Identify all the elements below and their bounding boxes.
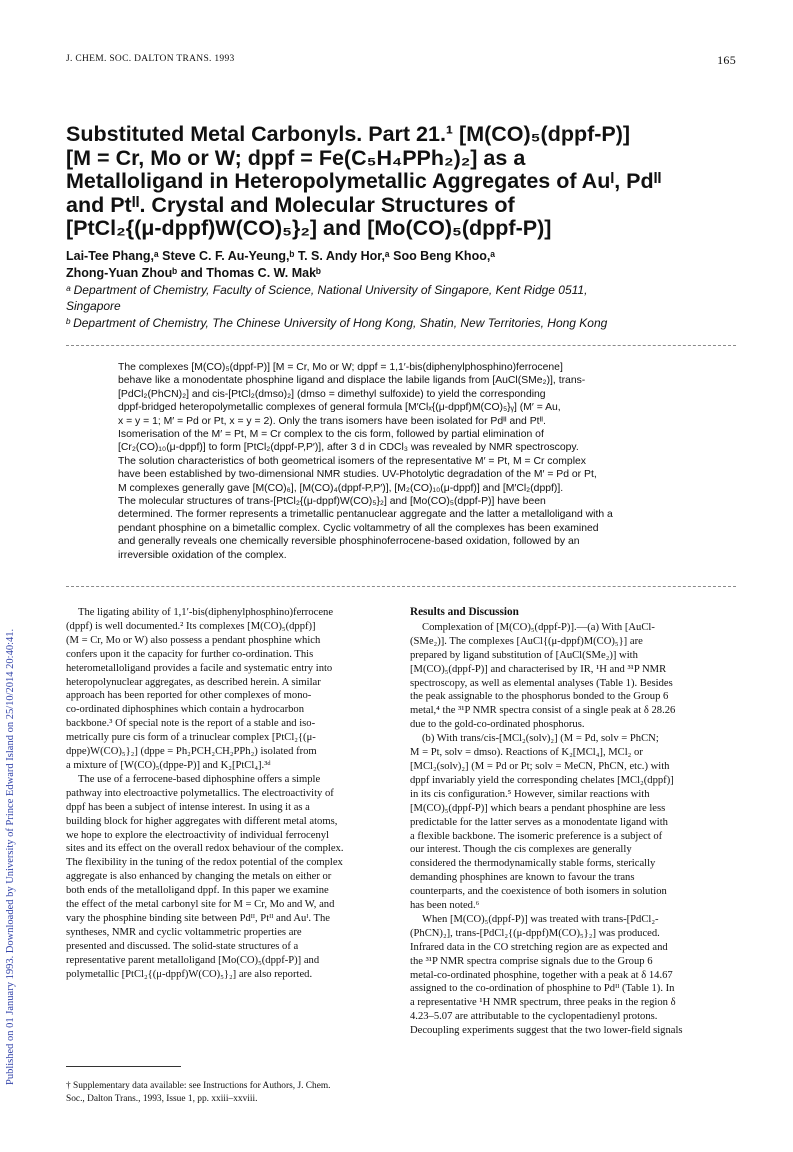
body-line: heteropolynuclear aggregates, as described herein. A similar: [66, 676, 321, 688]
body-line: approach has been reported for other complexes of mono-: [66, 690, 312, 702]
body-line: we hope to explore the electroactivity of individual ferrocenyl: [66, 829, 329, 841]
body-line: The use of a ferrocene-based diphosphine offers a simple: [78, 773, 321, 785]
footnote-line: † Supplementary data available: see Instructions for Authors, J. Chem.: [66, 1081, 331, 1091]
title-line: Metalloligand in Heteropolymetallic Aggregates of Auᴵ, Pdᴵᴵ: [66, 169, 662, 193]
body-line: the effect of the metal carbonyl site for M = Cr, Mo and W, and: [66, 899, 335, 911]
body-line: heterometalloligand provides a facile and systematic entry into: [66, 662, 333, 674]
abstract-line: irreversible oxidation of the complex.: [118, 549, 287, 561]
body-line: Infrared data in the CO stretching region are as expected and: [410, 941, 668, 953]
abstract-top-rule: [66, 345, 736, 346]
title-line: and Ptᴵᴵ. Crystal and Molecular Structures of: [66, 192, 515, 217]
body-line: representative parent metalloligand [Mo(CO)₅(dppf-P)] and: [66, 954, 320, 966]
abstract-line: pendant phosphine on a bimetallic complex. Cyclic voltammetry of all the complexes has been examined: [118, 522, 599, 534]
author-list: [66, 248, 756, 282]
body-line: prepared by ligand substitution of [AuCl(SMe₂)] with: [410, 649, 638, 661]
body-line: (SMe₂)]. The complexes [AuCl{(μ-dppf)M(CO)₅}] are: [410, 635, 643, 647]
body-line: Decoupling experiments suggest that the two lower-field signals: [410, 1025, 683, 1037]
affiliation-line: Singapore: [66, 299, 121, 313]
body-line: metrically pure cis form of a trinuclear complex [PtCl₂{(μ-: [66, 732, 316, 744]
body-line: pathway into electroactive polymetallics. The electroactivity of: [66, 787, 334, 799]
body-line: a flexible backbone. The isomeric preference is a subject of: [410, 830, 663, 842]
body-line: [M(CO)₅(dppf-P)] which bears a pendant phosphine are less: [410, 802, 666, 814]
abstract-line: dppf-bridged heteropolymetallic complexes of general formula [M′Clₓ{(μ-dppf)M(CO)₅}ᵧ] (M′ = Au,: [118, 402, 561, 414]
article-title: [66, 123, 756, 241]
body-line: (PhCN)₂], trans-[PdCl₂{(μ-dppf)M(CO)₅}₂] was produced.: [410, 927, 660, 939]
affiliation-a: [66, 282, 756, 314]
body-line: due to the gold-co-ordinated phosphorus.: [410, 719, 585, 731]
body-line: Complexation of [M(CO)₅(dppf-P)].—(a) With [AuCl-: [422, 621, 655, 633]
author-line: Lai-Tee Phang,ᵃ Steve C. F. Au-Yeung,ᵇ T. S. Andy Hor,ᵃ Soo Beng Khoo,ᵃ: [66, 249, 496, 263]
abstract-line: Isomerisation of the M′ = Pt, M = Cr complex to the cis form, followed by partial elimination of: [118, 429, 544, 441]
page-number: 165: [717, 53, 736, 67]
body-line: The ligating ability of 1,1′-bis(diphenylphosphino)ferrocene: [78, 607, 334, 618]
body-line: vary the phosphine binding site between Pdᴵᴵ, Ptᴵᴵ and Auᴵ. The: [66, 912, 331, 924]
abstract-line: The molecular structures of trans-[PtCl₂{(μ-dppf)W(CO)₅}₂] and [Mo(CO)₅(dppf-P)] have been: [118, 496, 546, 508]
body-line: 4.23–5.07 are attributable to the cyclopentadienyl protons.: [410, 1011, 658, 1023]
body-line: metal-co-ordinated phosphine, together with a peak at δ 14.67: [410, 969, 673, 981]
abstract-line: x = y = 1; M′ = Pd or Pt, x = y = 2). Only the trans isomers have been isolated for Pdᴵᴵ and Ptᴵᴵ.: [118, 415, 546, 427]
footnote: [66, 1080, 396, 1105]
body-line: dppf invariably yield the corresponding chelates [MCl₂(dppf)]: [410, 774, 674, 786]
body-line: The flexibility in the tuning of the redox potential of the complex: [66, 857, 343, 869]
body-line: has been noted.⁶: [410, 900, 480, 912]
body-line: predictable for the latter serves as a monodentate ligand with: [410, 816, 668, 828]
abstract-line: The solution characteristics of both geometrical isomers of the representative M′ = Pt, M = Cr complex: [118, 455, 586, 467]
body-line: our interest. Though the cis complexes are generally: [410, 844, 632, 856]
footnote-line: Soc., Dalton Trans., 1993, Issue 1, pp. xxiii–xxviii.: [66, 1093, 258, 1104]
body-line: When [M(CO)₅(dppf-P)] was treated with trans-[PdCl₂-: [422, 913, 659, 925]
right-column: [410, 606, 740, 1038]
body-line: assigned to the co-ordination of phosphine to Pdᴵᴵ (Table 1). In: [410, 983, 675, 995]
left-column: [66, 606, 396, 981]
abstract-line: determined. The former represents a trimetallic pentanuclear aggregate and the latter a metalloligand with a: [118, 509, 613, 521]
abstract-line: have been established by two-dimensional NMR studies. UV-Photolytic degradation of the M′ = Pd or Pt,: [118, 469, 597, 481]
body-line: the ³¹P NMR spectra comprise signals due to the Group 6: [410, 955, 653, 967]
body-line: (M = Cr, Mo or W) also possess a pendant phosphine which: [66, 634, 321, 646]
download-watermark: [5, 205, 19, 1085]
abstract-line: and generally reveals one chemically reversible phosphinoferrocene-based oxidation, followed by an: [118, 536, 580, 548]
body-line: sites and its effect on the overall redox behaviour of the complex.: [66, 843, 344, 855]
title-line: [PtCl₂{(μ-dppf)W(CO)₅}₂] and [Mo(CO)₅(dppf-P)]: [66, 216, 552, 240]
affiliation-line: ᵃ Department of Chemistry, Faculty of Science, National University of Singapore, Kent Ridge 0511,: [66, 283, 588, 297]
download-watermark-text: Published on 01 January 1993. Downloaded by University of Prince Edward Island on 25/10/2014 20:40:41.: [5, 628, 16, 1085]
body-line: building block for higher aggregates with different metal atoms,: [66, 815, 338, 827]
body-line: a mixture of [W(CO)₅(dppe-P)] and K₂[PtCl₄].³ᵈ: [66, 759, 271, 771]
body-line: (dppf) is well documented.² Its complexes [M(CO)₅(dppf)]: [66, 620, 316, 632]
abstract: [118, 361, 678, 562]
body-line: spectroscopy, as well as elemental analyses (Table 1). Besides: [410, 677, 673, 689]
body-line: the peak assignable to the phosphorus bonded to the Group 6: [410, 691, 669, 703]
body-line: [MCl₂(solv)₂] (M = Pd or Pt; solv = MeCN, PhCN, etc.) with: [410, 760, 670, 772]
body-line: aggregate is also enhanced by changing the metals on either or: [66, 871, 332, 883]
body-line: polymetallic [PtCl₂{(μ-dppf)W(CO)₅}₂] are also reported.: [66, 968, 313, 980]
section-heading: Results and Discussion: [410, 606, 519, 618]
affiliation-line: ᵇ Department of Chemistry, The Chinese University of Hong Kong, Shatin, New Territories, Hong Kong: [66, 316, 608, 330]
body-line: dppe)W(CO)₅}₂] (dppe = Ph₂PCH₂CH₂PPh₂) isolated from: [66, 746, 317, 758]
running-head: [66, 54, 736, 68]
body-line: (b) With trans/cis-[MCl₂(solv)₂] (M = Pd, solv = PhCN;: [422, 733, 659, 745]
abstract-line: [Cr₂(CO)₁₀(μ-dppf)] to form [PtCl₂(dppf-P,P′)], after 3 d in CDCl₃ was revealed by NMR spectroscopy.: [118, 442, 579, 454]
affiliation-b: [66, 315, 756, 331]
abstract-line: The complexes [M(CO)₅(dppf-P)] [M = Cr, Mo or W; dppf = 1,1′-bis(diphenylphosphino)ferrocene]: [118, 362, 563, 373]
body-line: confers upon it the capacity for further co-ordination. This: [66, 648, 314, 660]
abstract-line: M complexes generally gave [M(CO)₆], [M(CO)₄(dppf-P,P′)], [M₂(CO)₁₀(μ-dppf)] and [M′Cl₂(dppf)].: [118, 482, 564, 494]
body-line: backbone.³ Of special note is the report of a stable and iso-: [66, 718, 316, 730]
body-line: counterparts, and the coexistence of both isomers in solution: [410, 886, 667, 898]
abstract-line: [PdCl₂(PhCN)₂] and cis-[PtCl₂(dmso)₂] (dmso = dimethyl sulfoxide) to yield the corresponding: [118, 388, 546, 400]
abstract-line: behave like a monodentate phosphine ligand and displace the labile ligands from [AuCl(SMe₂)], trans-: [118, 375, 586, 387]
body-line: M = Pt, solv = dmso). Reactions of K₂[MCl₄], MCl₂ or: [410, 747, 643, 759]
body-line: demanding phosphines are known to favour the trans: [410, 872, 635, 884]
body-line: presented and discussed. The solid-state structures of a: [66, 940, 299, 952]
body-line: dppf has been a subject of intense interest. In using it as a: [66, 801, 310, 813]
author-line: Zhong-Yuan Zhouᵇ and Thomas C. W. Makᵇ: [66, 266, 321, 280]
title-line: [M = Cr, Mo or W; dppf = Fe(C₅H₄PPh₂)₂] as a: [66, 145, 526, 170]
journal-name: J. CHEM. SOC. DALTON TRANS. 1993: [66, 54, 235, 64]
body-line: in its cis configuration.⁵ However, similar reactions with: [410, 788, 650, 800]
body-line: syntheses, NMR and cyclic voltammetric properties are: [66, 926, 302, 938]
body-line: considered the thermodynamically stable forms, sterically: [410, 858, 656, 870]
footnote-rule: [66, 1066, 181, 1067]
abstract-bottom-rule: [66, 586, 736, 587]
body-line: a representative ¹H NMR spectrum, three peaks in the region δ: [410, 997, 676, 1009]
body-line: metal,⁴ the ³¹P NMR spectra consist of a single peak at δ 28.26: [410, 705, 676, 717]
body-line: [M(CO)₅(dppf-P)] and characterised by IR, ¹H and ³¹P NMR: [410, 663, 667, 675]
body-line: both ends of the metalloligand dppf. In this paper we examine: [66, 885, 329, 897]
body-line: co-ordinated diphosphines which contain a hydrocarbon: [66, 704, 304, 716]
title-line: Substituted Metal Carbonyls. Part 21.¹ [M(CO)₅(dppf-P)]: [66, 122, 631, 146]
